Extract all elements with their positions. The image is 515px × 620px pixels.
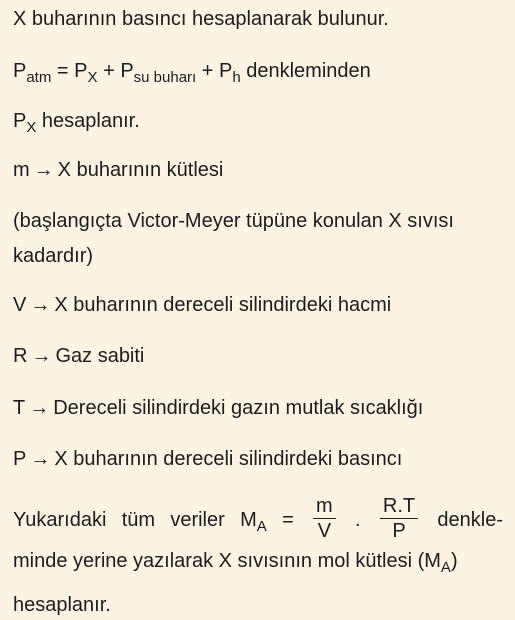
def-r-symbol: R	[13, 345, 28, 367]
eq-plus-1: +	[97, 60, 121, 82]
frac1-numerator: m	[316, 494, 333, 517]
def-m	[13, 157, 223, 183]
eq-p-h: P	[219, 60, 233, 82]
final-line-2-text: minde yerine yazılarak X sıvısının mol kütlesi (M	[13, 550, 441, 572]
paren-line-1: (başlangıçta Victor-Meyer tüpüne konulan X sıvısı	[13, 210, 454, 232]
arrow-icon: →	[31, 345, 52, 367]
eq-p-atm: P	[13, 60, 27, 82]
def-v-text: X buharının dereceli silindirdeki hacmi	[54, 294, 392, 316]
eq-tail: denkleminden	[240, 60, 371, 82]
final-line-2-end: )	[450, 550, 458, 572]
def-t-text: Dereceli silindirdeki gazın mutlak sıcaklığı	[53, 397, 424, 419]
equals-sign: =	[282, 508, 294, 531]
def-r	[13, 343, 144, 369]
ma-letter: M	[240, 508, 257, 531]
def-r-text: Gaz sabiti	[55, 345, 145, 367]
ma-sub: A	[256, 517, 267, 535]
eq-x-sub: X	[87, 69, 98, 86]
eq-p-x: P	[74, 60, 88, 82]
def-p	[13, 446, 402, 472]
eq-equals: =	[51, 60, 75, 82]
l3-rest: hesaplanır.	[36, 110, 140, 132]
ma-symbol	[240, 508, 267, 535]
text-line-3	[13, 108, 140, 134]
final-line-3: hesaplanır.	[13, 594, 111, 616]
word-tum: tüm	[121, 508, 156, 531]
def-t	[13, 395, 423, 421]
def-p-text: X buharının dereceli silindirdeki basıncı	[54, 448, 403, 470]
arrow-icon: →	[33, 159, 54, 181]
eq-atm-sub: atm	[26, 69, 52, 86]
final-line-2	[13, 548, 458, 574]
eq-p-su: P	[120, 60, 134, 82]
fraction-m-over-v	[313, 494, 336, 543]
word-denkle: denkle-	[437, 508, 503, 531]
def-t-symbol: T	[13, 397, 26, 419]
l3-x-sub: X	[26, 119, 37, 136]
arrow-icon: →	[29, 397, 50, 419]
frac2-numerator: R.T	[382, 494, 416, 517]
eq-plus-2: +	[196, 60, 219, 82]
molar-mass-equation	[13, 492, 503, 548]
frac2-denominator: P	[380, 518, 418, 543]
final-line-2-sub: A	[440, 559, 451, 576]
def-m-symbol: m	[13, 159, 30, 181]
arrow-icon: →	[30, 294, 51, 316]
def-p-symbol: P	[13, 448, 27, 470]
eq-h-sub: h	[232, 69, 241, 86]
paren-line-2: kadardır)	[13, 245, 94, 267]
fraction-rt-over-p	[380, 494, 418, 543]
text-line-1: X buharının basıncı hesaplanarak bulunur.	[13, 8, 389, 30]
word-yukaridaki: Yukarıdaki	[13, 508, 107, 531]
pressure-equation	[13, 58, 371, 84]
eq-su-sub: su buharı	[133, 69, 197, 86]
def-v-symbol: V	[13, 294, 27, 316]
def-m-text: X buharının kütlesi	[57, 159, 224, 181]
frac1-denominator: V	[313, 518, 336, 543]
multiply-dot: .	[355, 508, 361, 531]
word-veriler: veriler	[170, 508, 225, 531]
arrow-icon: →	[30, 448, 51, 470]
l3-p: P	[13, 110, 27, 132]
def-v	[13, 292, 391, 318]
